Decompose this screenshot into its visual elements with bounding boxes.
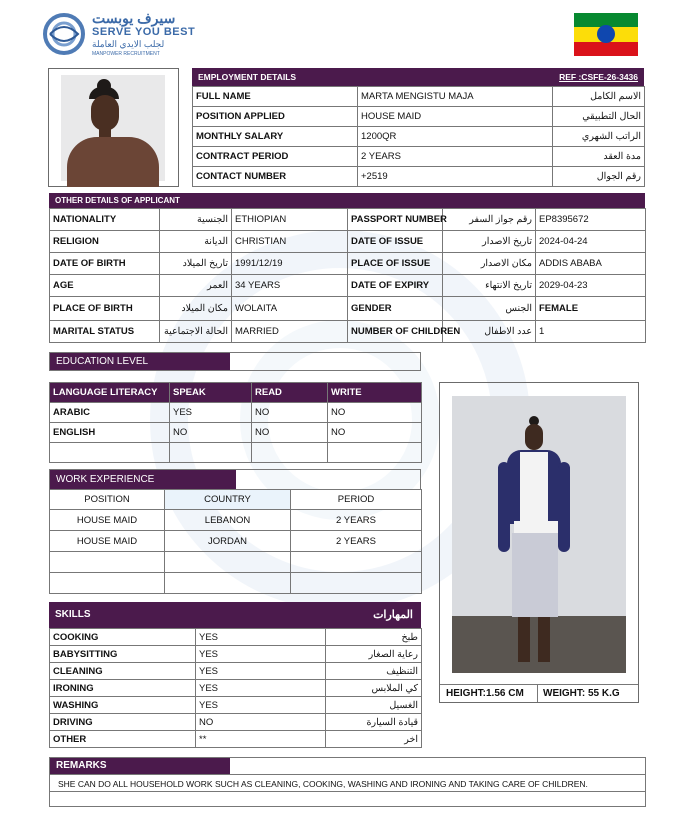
language-skill-value (252, 443, 328, 463)
flag-emblem-icon (597, 25, 615, 43)
work-experience-row (50, 573, 422, 594)
applicant-detail-value: 2024-04-24 (536, 231, 646, 253)
remarks-text: SHE CAN DO ALL HOUSEHOLD WORK SUCH AS CLEANING, COOKING, WASHING AND IRONING AND TAKING CARE OF CHILDREN. (58, 779, 588, 789)
skills-header (49, 602, 421, 628)
skill-value: YES (196, 629, 326, 646)
work-experience-cell: JORDAN (165, 531, 291, 552)
skill-row (50, 714, 422, 731)
applicant-detail-label-arabic: تاريخ الانتهاء (443, 275, 536, 297)
height-value: HEIGHT:1.56 CM (446, 688, 524, 699)
employment-details-section (192, 68, 644, 187)
applicant-detail-label: RELIGION (50, 231, 160, 253)
weight-value: WEIGHT: 55 K.G (543, 688, 620, 699)
work-experience-cell (50, 552, 165, 573)
skill-name-arabic: طبخ (326, 629, 422, 646)
logo-knot-icon (42, 12, 86, 56)
work-experience-table (49, 489, 422, 594)
education-level-row (49, 352, 421, 371)
skills-table (49, 628, 422, 748)
language-skill-value: YES (170, 403, 252, 423)
applicant-detail-label: PLACE OF BIRTH (50, 297, 160, 321)
applicant-detail-label-arabic: الجنس (443, 297, 536, 321)
work-experience-row (50, 531, 422, 552)
applicant-detail-value: ETHIOPIAN (232, 209, 348, 231)
language-skill-value: NO (252, 423, 328, 443)
employment-label: CONTACT NUMBER (193, 167, 358, 187)
employment-details-title: EMPLOYMENT DETAILS (198, 72, 297, 82)
work-experience-cell (291, 552, 422, 573)
logo-arabic-text: سيرف يوبست (92, 10, 176, 26)
full-body-photo-frame (439, 382, 639, 703)
employment-label-arabic: رقم الجوال (553, 167, 645, 187)
applicant-detail-row (50, 297, 646, 321)
employment-label: CONTRACT PERIOD (193, 147, 358, 167)
work-experience-cell: 2 YEARS (291, 510, 422, 531)
applicant-detail-value: EP8395672 (536, 209, 646, 231)
work-column-header: COUNTRY (165, 490, 291, 510)
applicant-detail-label: GENDER (348, 297, 443, 321)
applicant-detail-value: 2029-04-23 (536, 275, 646, 297)
employment-value: HOUSE MAID (358, 107, 553, 127)
skill-row (50, 629, 422, 646)
applicant-detail-label-arabic: تاريخ الاصدار (443, 231, 536, 253)
applicant-detail-label: MARITAL STATUS (50, 321, 160, 343)
language-skill-value: NO (328, 423, 422, 443)
applicant-detail-label-arabic: رقم جواز السفر (443, 209, 536, 231)
language-column-header: SPEAK (170, 383, 252, 403)
employment-row (193, 167, 645, 187)
applicant-detail-label: PASSPORT NUMBER (348, 209, 443, 231)
employment-label-arabic: الحال التطبيقي (553, 107, 645, 127)
applicant-detail-value: WOLAITA (232, 297, 348, 321)
language-literacy-section (49, 382, 421, 463)
employment-details-table (192, 86, 645, 187)
employment-label: FULL NAME (193, 87, 358, 107)
employment-label-arabic: الاسم الكامل (553, 87, 645, 107)
work-experience-cell: 2 YEARS (291, 531, 422, 552)
language-literacy-table (49, 382, 422, 463)
applicant-detail-value: MARRIED (232, 321, 348, 343)
skill-name-arabic: رعاية الصغار (326, 646, 422, 663)
applicant-detail-row (50, 321, 646, 343)
applicant-detail-value: ADDIS ABABA (536, 253, 646, 275)
employment-value: 1200QR (358, 127, 553, 147)
applicant-detail-value: 1 (536, 321, 646, 343)
work-experience-row (50, 510, 422, 531)
skill-name: CLEANING (50, 663, 196, 680)
applicant-detail-label: PLACE OF ISSUE (348, 253, 443, 275)
language-name (50, 443, 170, 463)
work-experience-section (49, 469, 421, 594)
skill-name: IRONING (50, 680, 196, 697)
applicant-detail-label-arabic: مكان الاصدار (443, 253, 536, 275)
applicant-detail-label: DATE OF ISSUE (348, 231, 443, 253)
applicant-detail-label-arabic: تاريخ الميلاد (160, 253, 232, 275)
skill-name: WASHING (50, 697, 196, 714)
skill-name: BABYSITTING (50, 646, 196, 663)
applicant-detail-row (50, 275, 646, 297)
applicant-detail-label: NATIONALITY (50, 209, 160, 231)
work-experience-cell: LEBANON (165, 510, 291, 531)
employment-value: +2519 (358, 167, 553, 187)
employment-label-arabic: الراتب الشهري (553, 127, 645, 147)
applicant-detail-label: NUMBER OF CHILDREN (348, 321, 443, 343)
logo-english-text: SERVE YOU BEST (92, 26, 196, 38)
education-level-title: EDUCATION LEVEL (56, 356, 149, 367)
skill-name-arabic: التنظيف (326, 663, 422, 680)
employment-value: MARTA MENGISTU MAJA (358, 87, 553, 107)
other-details-section (49, 193, 645, 343)
full-body-photo (452, 396, 626, 673)
logo-tagline: MANPOWER RECRUITMENT (92, 51, 160, 57)
applicant-detail-label-arabic: الحالة الاجتماعية (160, 321, 232, 343)
language-name: ENGLISH (50, 423, 170, 443)
reference-number: REF :CSFE-26-3436 (559, 72, 638, 82)
applicant-detail-value: FEMALE (536, 297, 646, 321)
skill-name-arabic: اخر (326, 731, 422, 748)
applicant-detail-label: DATE OF BIRTH (50, 253, 160, 275)
company-logo (42, 10, 196, 62)
portrait-photo-frame (48, 68, 179, 187)
applicant-detail-label-arabic: عدد الاطفال (443, 321, 536, 343)
applicant-detail-label-arabic: العمر (160, 275, 232, 297)
applicant-detail-label: AGE (50, 275, 160, 297)
other-details-title: OTHER DETAILS OF APPLICANT (55, 196, 180, 205)
employment-row (193, 87, 645, 107)
work-experience-cell: HOUSE MAID (50, 531, 165, 552)
employment-label: MONTHLY SALARY (193, 127, 358, 147)
work-experience-cell (165, 573, 291, 594)
work-experience-cell (291, 573, 422, 594)
language-column-header: LANGUAGE LITERACY (50, 383, 170, 403)
ethiopia-flag (574, 13, 638, 56)
skill-name: DRIVING (50, 714, 196, 731)
applicant-detail-value: CHRISTIAN (232, 231, 348, 253)
language-column-header: WRITE (328, 383, 422, 403)
applicant-detail-row (50, 253, 646, 275)
employment-details-header (192, 68, 644, 86)
work-experience-title: WORK EXPERIENCE (56, 474, 155, 485)
language-skill-value (328, 443, 422, 463)
skill-row (50, 646, 422, 663)
logo-arabic-sub-text: لجلب الايدي العاملة (92, 39, 165, 49)
skills-section (49, 602, 421, 748)
applicant-detail-label-arabic: مكان الميلاد (160, 297, 232, 321)
employment-row (193, 127, 645, 147)
skill-row (50, 697, 422, 714)
remarks-section (49, 757, 646, 807)
employment-row (193, 147, 645, 167)
applicant-detail-label: DATE OF EXPIRY (348, 275, 443, 297)
language-column-header: READ (252, 383, 328, 403)
skill-name: COOKING (50, 629, 196, 646)
employment-row (193, 107, 645, 127)
employment-label: POSITION APPLIED (193, 107, 358, 127)
skill-row (50, 663, 422, 680)
language-name: ARABIC (50, 403, 170, 423)
skill-value: YES (196, 697, 326, 714)
applicant-detail-label-arabic: الديانة (160, 231, 232, 253)
employment-label-arabic: مدة العقد (553, 147, 645, 167)
language-skill-value (170, 443, 252, 463)
other-details-header (49, 193, 645, 208)
skill-value: NO (196, 714, 326, 731)
applicant-detail-row (50, 231, 646, 253)
skill-value: YES (196, 680, 326, 697)
applicant-detail-value: 1991/12/19 (232, 253, 348, 275)
language-row (50, 423, 422, 443)
language-skill-value: NO (252, 403, 328, 423)
language-skill-value: NO (170, 423, 252, 443)
language-row (50, 443, 422, 463)
skill-name-arabic: الغسيل (326, 697, 422, 714)
work-experience-cell: HOUSE MAID (50, 510, 165, 531)
employment-value: 2 YEARS (358, 147, 553, 167)
portrait-photo (61, 75, 165, 181)
skill-row (50, 731, 422, 748)
language-skill-value: NO (328, 403, 422, 423)
skill-name-arabic: قيادة السيارة (326, 714, 422, 731)
skill-row (50, 680, 422, 697)
work-experience-cell (165, 552, 291, 573)
remarks-title: REMARKS (56, 760, 107, 771)
skill-value: YES (196, 646, 326, 663)
skill-name: OTHER (50, 731, 196, 748)
skills-title-arabic: المهارات (373, 609, 413, 621)
work-column-header: PERIOD (291, 490, 422, 510)
other-details-table (49, 208, 646, 343)
language-row (50, 403, 422, 423)
work-experience-row (50, 552, 422, 573)
skill-name-arabic: كي الملابس (326, 680, 422, 697)
applicant-detail-row (50, 209, 646, 231)
applicant-detail-value: 34 YEARS (232, 275, 348, 297)
skill-value: YES (196, 663, 326, 680)
work-column-header: POSITION (50, 490, 165, 510)
skills-title: SKILLS (55, 609, 91, 620)
skill-value: ** (196, 731, 326, 748)
work-experience-cell (50, 573, 165, 594)
applicant-detail-label-arabic: الجنسية (160, 209, 232, 231)
